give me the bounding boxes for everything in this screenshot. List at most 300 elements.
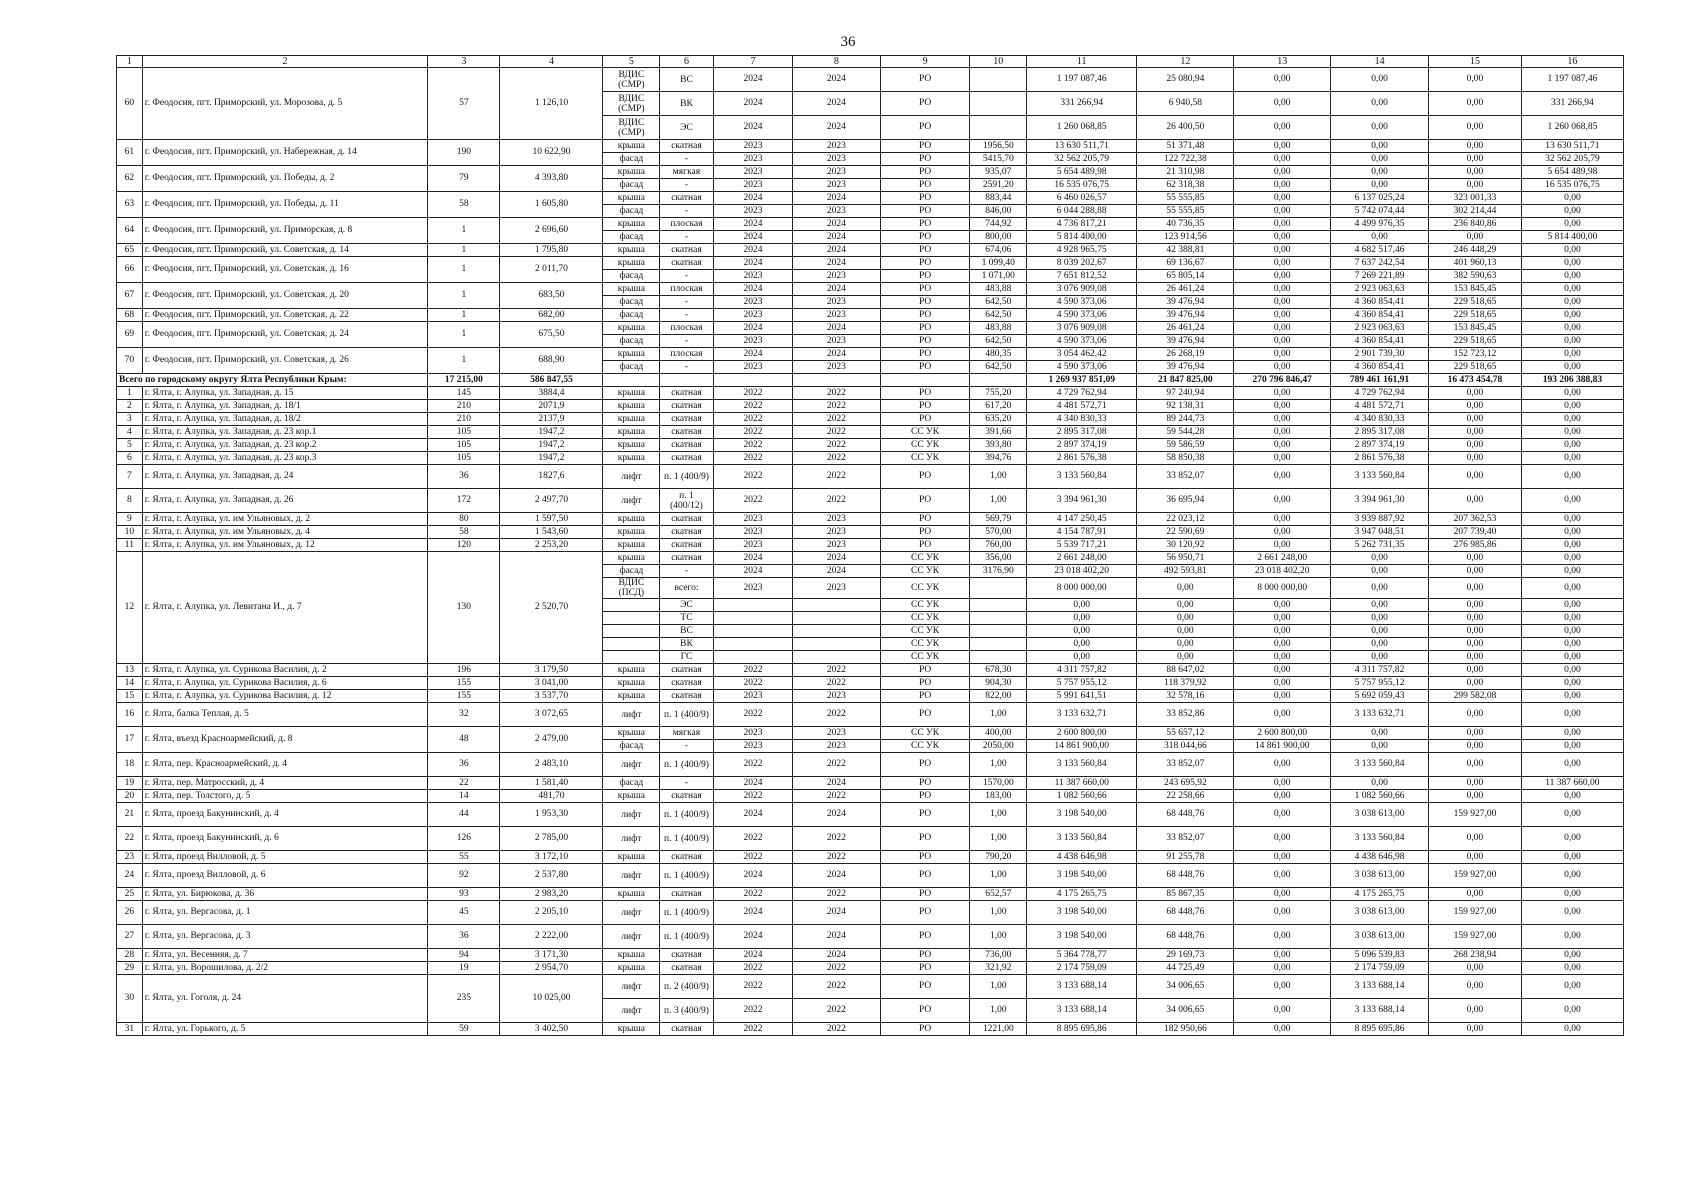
- fund-1: 0,00: [1234, 925, 1331, 949]
- cost-per-unit: 25 080,94: [1137, 68, 1234, 92]
- fund-1: 0,00: [1234, 309, 1331, 322]
- work-type: крыша: [603, 949, 660, 962]
- table-row: [117, 465, 1624, 489]
- volume: 1956,50: [970, 140, 1027, 153]
- year-start: 2023: [713, 296, 792, 309]
- cost-per-unit: 42 388,81: [1137, 244, 1234, 257]
- fund-1: 0,00: [1234, 888, 1331, 901]
- cost-total: 4 736 817,21: [1027, 218, 1137, 231]
- executor: РО: [880, 218, 970, 231]
- cost-total: 5 364 778,77: [1027, 949, 1137, 962]
- executor: РО: [880, 68, 970, 92]
- work-subtype: п. 1 (400/9): [660, 827, 714, 851]
- apartments-cell: 1: [428, 309, 500, 322]
- year-end: [793, 651, 881, 664]
- fund-4: 0,00: [1521, 975, 1623, 999]
- year-start: 2024: [713, 777, 792, 790]
- apartments-cell: 80: [428, 513, 500, 526]
- fund-3: 0,00: [1429, 777, 1522, 790]
- address-cell: г. Феодосия, пгт. Приморский, ул. Советская, д. 20: [142, 283, 428, 309]
- column-number-cell: 4: [500, 56, 603, 68]
- year-end: 2022: [793, 489, 881, 513]
- fund-1: 0,00: [1234, 68, 1331, 92]
- cost-total: 4 729 762,94: [1027, 387, 1137, 400]
- work-type: лифт: [603, 803, 660, 827]
- volume: 321,92: [970, 962, 1027, 975]
- row-number-cell: 11: [117, 539, 143, 552]
- fund-3: 0,00: [1429, 231, 1522, 244]
- fund-2: 0,00: [1331, 727, 1429, 740]
- fund-2: 5 692 059,43: [1331, 690, 1429, 703]
- year-end: 2023: [793, 539, 881, 552]
- work-subtype: скатная: [660, 690, 714, 703]
- year-end: 2024: [793, 92, 881, 116]
- area-cell: 1827,6: [500, 465, 603, 489]
- year-start: 2024: [713, 925, 792, 949]
- row-number-cell: 23: [117, 851, 143, 864]
- fund-2: 4 481 572,71: [1331, 400, 1429, 413]
- work-subtype: -: [660, 231, 714, 244]
- year-start: 2022: [713, 465, 792, 489]
- year-start: 2024: [713, 116, 792, 140]
- column-number-row: [117, 56, 1624, 68]
- fund-3: 0,00: [1429, 999, 1522, 1023]
- fund-1: 0,00: [1234, 999, 1331, 1023]
- executor: СС УК: [880, 552, 970, 565]
- table-row: [117, 140, 1624, 153]
- cost-per-unit: 58 850,38: [1137, 452, 1234, 465]
- table-row: [117, 664, 1624, 677]
- row-number-cell: 22: [117, 827, 143, 851]
- row-number-cell: 15: [117, 690, 143, 703]
- fund-2: 3 038 613,00: [1331, 864, 1429, 888]
- fund-3: 0,00: [1429, 651, 1522, 664]
- area-cell: 481,70: [500, 790, 603, 803]
- work-type: ВДИС (СМР): [603, 116, 660, 140]
- table-row: [117, 851, 1624, 864]
- volume: [970, 612, 1027, 625]
- work-type: лифт: [603, 901, 660, 925]
- cost-total: 5 991 641,51: [1027, 690, 1137, 703]
- fund-1: 0,00: [1234, 777, 1331, 790]
- address-cell: г. Ялта, проезд Бакунинский, д. 6: [142, 827, 428, 851]
- volume: 904,30: [970, 677, 1027, 690]
- fund-4: 0,00: [1521, 664, 1623, 677]
- work-type: крыша: [603, 664, 660, 677]
- cost-per-unit: 6 940,58: [1137, 92, 1234, 116]
- table-row: [117, 539, 1624, 552]
- fund-2: 2 895 317,08: [1331, 426, 1429, 439]
- work-subtype: п. 1 (400/9): [660, 925, 714, 949]
- fund-1: 0,00: [1234, 153, 1331, 166]
- cost-total: 4 928 965,75: [1027, 244, 1137, 257]
- apartments-cell: 45: [428, 901, 500, 925]
- year-end: 2022: [793, 400, 881, 413]
- volume: 935,07: [970, 166, 1027, 179]
- year-end: 2022: [793, 465, 881, 489]
- table-row: [117, 400, 1624, 413]
- year-start: 2024: [713, 348, 792, 361]
- fund-3: 159 927,00: [1429, 925, 1522, 949]
- executor: РО: [880, 962, 970, 975]
- apartments-cell: 58: [428, 192, 500, 218]
- work-subtype: плоская: [660, 348, 714, 361]
- executor: РО: [880, 513, 970, 526]
- volume: [970, 651, 1027, 664]
- year-end: 2024: [793, 244, 881, 257]
- year-end: 2024: [793, 864, 881, 888]
- fund-1: 0,00: [1234, 179, 1331, 192]
- area-cell: 1 581,40: [500, 777, 603, 790]
- fund-2: 4 499 976,35: [1331, 218, 1429, 231]
- apartments-cell: 22: [428, 777, 500, 790]
- fund-4: 0,00: [1521, 565, 1623, 578]
- area-cell: 1 605,80: [500, 192, 603, 218]
- year-start: 2022: [713, 975, 792, 999]
- executor: РО: [880, 790, 970, 803]
- fund-1: 8 000 000,00: [1234, 578, 1331, 599]
- cost-per-unit: 55 657,12: [1137, 727, 1234, 740]
- fund-4: 0,00: [1521, 703, 1623, 727]
- executor: СС УК: [880, 578, 970, 599]
- cost-per-unit: 68 448,76: [1137, 864, 1234, 888]
- year-start: 2023: [713, 539, 792, 552]
- volume: [970, 92, 1027, 116]
- apartments-cell: 1: [428, 283, 500, 309]
- fund-3: 246 448,29: [1429, 244, 1522, 257]
- year-end: 2022: [793, 999, 881, 1023]
- fund-2: 2 897 374,19: [1331, 439, 1429, 452]
- row-number-cell: 7: [117, 465, 143, 489]
- year-end: 2024: [793, 565, 881, 578]
- area-cell: 10 025,00: [500, 975, 603, 1023]
- area-cell: 1 597,50: [500, 513, 603, 526]
- cost-total: 32 562 205,79: [1027, 153, 1137, 166]
- fund-2: 0,00: [1331, 578, 1429, 599]
- executor: РО: [880, 703, 970, 727]
- table-row: [117, 526, 1624, 539]
- work-type: [603, 612, 660, 625]
- year-start: 2023: [713, 335, 792, 348]
- executor: РО: [880, 753, 970, 777]
- fund-4: 0,00: [1521, 790, 1623, 803]
- volume: 3176,90: [970, 565, 1027, 578]
- year-end: 2023: [793, 153, 881, 166]
- executor: РО: [880, 231, 970, 244]
- address-cell: г. Ялта, г. Алупка, ул. Левитана И., д. 7: [142, 552, 428, 664]
- fund-2: 4 682 517,46: [1331, 244, 1429, 257]
- table-row: [117, 552, 1624, 565]
- work-subtype: -: [660, 740, 714, 753]
- cost-total: 4 590 373,06: [1027, 296, 1137, 309]
- year-start: 2022: [713, 413, 792, 426]
- work-type: крыша: [603, 962, 660, 975]
- work-type: лифт: [603, 703, 660, 727]
- work-type: [603, 599, 660, 612]
- total-fund-4: 193 206 388,83: [1521, 374, 1623, 387]
- work-subtype: скатная: [660, 1023, 714, 1036]
- executor: РО: [880, 179, 970, 192]
- fund-3: 153 845,45: [1429, 283, 1522, 296]
- row-number-cell: 29: [117, 962, 143, 975]
- address-cell: г. Ялта, г. Алупка, ул. Западная, д. 23 кор.1: [142, 426, 428, 439]
- executor: СС УК: [880, 651, 970, 664]
- apartments-cell: 36: [428, 465, 500, 489]
- volume: 760,00: [970, 539, 1027, 552]
- row-number-cell: 14: [117, 677, 143, 690]
- address-cell: г. Ялта, проезд Вилловой, д. 5: [142, 851, 428, 864]
- apartments-cell: 105: [428, 426, 500, 439]
- cost-total: 4 175 265,75: [1027, 888, 1137, 901]
- apartments-cell: 36: [428, 925, 500, 949]
- fund-4: 0,00: [1521, 387, 1623, 400]
- executor: СС УК: [880, 599, 970, 612]
- volume: 883,44: [970, 192, 1027, 205]
- year-start: 2024: [713, 552, 792, 565]
- work-type: крыша: [603, 677, 660, 690]
- work-subtype: ТС: [660, 612, 714, 625]
- row-number-cell: 28: [117, 949, 143, 962]
- cost-per-unit: 21 310,98: [1137, 166, 1234, 179]
- year-start: 2024: [713, 803, 792, 827]
- cost-per-unit: 56 950,71: [1137, 552, 1234, 565]
- fund-3: 0,00: [1429, 465, 1522, 489]
- executor: РО: [880, 489, 970, 513]
- fund-4: 0,00: [1521, 727, 1623, 740]
- work-type: крыша: [603, 790, 660, 803]
- fund-3: 0,00: [1429, 612, 1522, 625]
- work-subtype: ЭС: [660, 599, 714, 612]
- fund-4: 0,00: [1521, 218, 1623, 231]
- cost-per-unit: 62 318,38: [1137, 179, 1234, 192]
- executor: РО: [880, 690, 970, 703]
- row-number-cell: 65: [117, 244, 143, 257]
- fund-4: 0,00: [1521, 999, 1623, 1023]
- cost-total: 3 133 560,84: [1027, 465, 1137, 489]
- volume: 800,00: [970, 231, 1027, 244]
- fund-3: 0,00: [1429, 489, 1522, 513]
- area-cell: 3 171,30: [500, 949, 603, 962]
- fund-1: 0,00: [1234, 257, 1331, 270]
- executor: РО: [880, 361, 970, 374]
- executor: РО: [880, 803, 970, 827]
- work-subtype: плоская: [660, 322, 714, 335]
- fund-3: 0,00: [1429, 727, 1522, 740]
- fund-4: 0,00: [1521, 296, 1623, 309]
- work-subtype: -: [660, 777, 714, 790]
- address-cell: г. Ялта, г. Алупка, ул. Западная, д. 18/2: [142, 413, 428, 426]
- cost-per-unit: 33 852,07: [1137, 827, 1234, 851]
- cost-per-unit: 85 867,35: [1137, 888, 1234, 901]
- cost-per-unit: 97 240,94: [1137, 387, 1234, 400]
- apartments-cell: 44: [428, 803, 500, 827]
- fund-1: 0,00: [1234, 244, 1331, 257]
- executor: СС УК: [880, 727, 970, 740]
- volume: 1,00: [970, 999, 1027, 1023]
- cost-total: 5 814 400,00: [1027, 231, 1137, 244]
- fund-4: 0,00: [1521, 361, 1623, 374]
- year-end: 2023: [793, 296, 881, 309]
- volume: 1 071,00: [970, 270, 1027, 283]
- cost-per-unit: 26 461,24: [1137, 283, 1234, 296]
- row-number-cell: 19: [117, 777, 143, 790]
- area-cell: 1 126,10: [500, 68, 603, 140]
- table-row: [117, 192, 1624, 205]
- work-type: ВДИС (ПСД): [603, 578, 660, 599]
- year-end: 2024: [793, 116, 881, 140]
- year-end: 2024: [793, 283, 881, 296]
- address-cell: г. Феодосия, пгт. Приморский, ул. Набережная, д. 14: [142, 140, 428, 166]
- work-subtype: скатная: [660, 664, 714, 677]
- work-subtype: скатная: [660, 790, 714, 803]
- fund-1: 0,00: [1234, 192, 1331, 205]
- table-row: [117, 166, 1624, 179]
- volume: 1,00: [970, 925, 1027, 949]
- year-start: 2024: [713, 322, 792, 335]
- work-type: [603, 625, 660, 638]
- cost-per-unit: 44 725,49: [1137, 962, 1234, 975]
- fund-2: 4 340 830,33: [1331, 413, 1429, 426]
- cost-per-unit: 26 461,24: [1137, 322, 1234, 335]
- row-number-cell: 17: [117, 727, 143, 753]
- volume: [970, 638, 1027, 651]
- fund-3: 0,00: [1429, 439, 1522, 452]
- apartments-cell: 14: [428, 790, 500, 803]
- fund-1: 0,00: [1234, 1023, 1331, 1036]
- volume: 642,50: [970, 361, 1027, 374]
- fund-4: 331 266,94: [1521, 92, 1623, 116]
- table-row: [117, 925, 1624, 949]
- year-start: 2024: [713, 257, 792, 270]
- work-subtype: -: [660, 361, 714, 374]
- fund-2: 0,00: [1331, 740, 1429, 753]
- work-type: фасад: [603, 740, 660, 753]
- cost-total: 0,00: [1027, 625, 1137, 638]
- fund-3: 323 001,33: [1429, 192, 1522, 205]
- work-subtype: п. 1 (400/9): [660, 864, 714, 888]
- executor: РО: [880, 777, 970, 790]
- fund-3: 229 518,65: [1429, 335, 1522, 348]
- volume: 393,80: [970, 439, 1027, 452]
- area-cell: 1 953,30: [500, 803, 603, 827]
- fund-4: 0,00: [1521, 489, 1623, 513]
- fund-2: 0,00: [1331, 625, 1429, 638]
- fund-1: 0,00: [1234, 753, 1331, 777]
- fund-3: 0,00: [1429, 426, 1522, 439]
- year-end: 2024: [793, 777, 881, 790]
- executor: РО: [880, 465, 970, 489]
- volume: 480,35: [970, 348, 1027, 361]
- apartments-cell: 48: [428, 727, 500, 753]
- total-apartments: 17 215,00: [428, 374, 500, 387]
- cost-per-unit: 0,00: [1137, 578, 1234, 599]
- area-cell: 10 622,90: [500, 140, 603, 166]
- cost-total: 3 133 688,14: [1027, 999, 1137, 1023]
- year-start: 2023: [713, 578, 792, 599]
- year-start: 2024: [713, 949, 792, 962]
- area-cell: 2 954,70: [500, 962, 603, 975]
- year-start: 2024: [713, 283, 792, 296]
- cost-total: 2 897 374,19: [1027, 439, 1137, 452]
- executor: РО: [880, 1023, 970, 1036]
- fund-4: 0,00: [1521, 283, 1623, 296]
- work-subtype: п. 1 (400/9): [660, 753, 714, 777]
- work-subtype: -: [660, 565, 714, 578]
- fund-4: 0,00: [1521, 335, 1623, 348]
- column-number-cell: 8: [793, 56, 881, 68]
- work-type: лифт: [603, 975, 660, 999]
- year-start: 2022: [713, 489, 792, 513]
- cost-total: 3 076 909,08: [1027, 283, 1137, 296]
- total-empty-cell: [713, 374, 792, 387]
- work-type: крыша: [603, 400, 660, 413]
- cost-per-unit: 492 593,81: [1137, 565, 1234, 578]
- work-type: лифт: [603, 827, 660, 851]
- year-end: 2022: [793, 962, 881, 975]
- fund-1: 0,00: [1234, 218, 1331, 231]
- area-cell: 1947,2: [500, 439, 603, 452]
- cost-total: 13 630 511,71: [1027, 140, 1137, 153]
- executor: РО: [880, 335, 970, 348]
- address-cell: г. Феодосия, пгт. Приморский, ул. Советская, д. 16: [142, 257, 428, 283]
- year-end: 2022: [793, 426, 881, 439]
- total-fund-1: 270 796 846,47: [1234, 374, 1331, 387]
- cost-total: 2 661 248,00: [1027, 552, 1137, 565]
- work-type: крыша: [603, 426, 660, 439]
- work-subtype: ВС: [660, 625, 714, 638]
- column-number-cell: 13: [1234, 56, 1331, 68]
- year-end: 2022: [793, 851, 881, 864]
- volume: [970, 578, 1027, 599]
- apartments-cell: 94: [428, 949, 500, 962]
- area-cell: 3 402,50: [500, 1023, 603, 1036]
- fund-4: 0,00: [1521, 244, 1623, 257]
- volume: 736,00: [970, 949, 1027, 962]
- total-label: Всего по городскому округу Ялта Республики Крым:: [117, 374, 428, 387]
- work-subtype: плоская: [660, 283, 714, 296]
- cost-per-unit: 22 258,66: [1137, 790, 1234, 803]
- year-start: 2022: [713, 452, 792, 465]
- fund-2: 0,00: [1331, 140, 1429, 153]
- cost-per-unit: 39 476,94: [1137, 335, 1234, 348]
- fund-2: 5 742 074,44: [1331, 205, 1429, 218]
- volume: [970, 599, 1027, 612]
- table-row: [117, 489, 1624, 513]
- year-end: 2024: [793, 192, 881, 205]
- work-type: лифт: [603, 925, 660, 949]
- apartments-cell: 210: [428, 413, 500, 426]
- executor: РО: [880, 901, 970, 925]
- row-number-cell: 68: [117, 309, 143, 322]
- work-subtype: ВС: [660, 68, 714, 92]
- executor: РО: [880, 192, 970, 205]
- area-cell: 1 795,80: [500, 244, 603, 257]
- executor: СС УК: [880, 565, 970, 578]
- volume: [970, 68, 1027, 92]
- year-start: 2022: [713, 439, 792, 452]
- apartments-cell: 58: [428, 526, 500, 539]
- fund-3: 0,00: [1429, 888, 1522, 901]
- address-cell: г. Ялта, ул. Весенняя, д. 7: [142, 949, 428, 962]
- table-row: [117, 790, 1624, 803]
- fund-4: 0,00: [1521, 426, 1623, 439]
- page-number: 36: [840, 34, 856, 50]
- executor: СС УК: [880, 740, 970, 753]
- fund-4: 0,00: [1521, 348, 1623, 361]
- work-type: ВДИС (СМР): [603, 68, 660, 92]
- total-empty-cell: [603, 374, 660, 387]
- fund-1: 0,00: [1234, 827, 1331, 851]
